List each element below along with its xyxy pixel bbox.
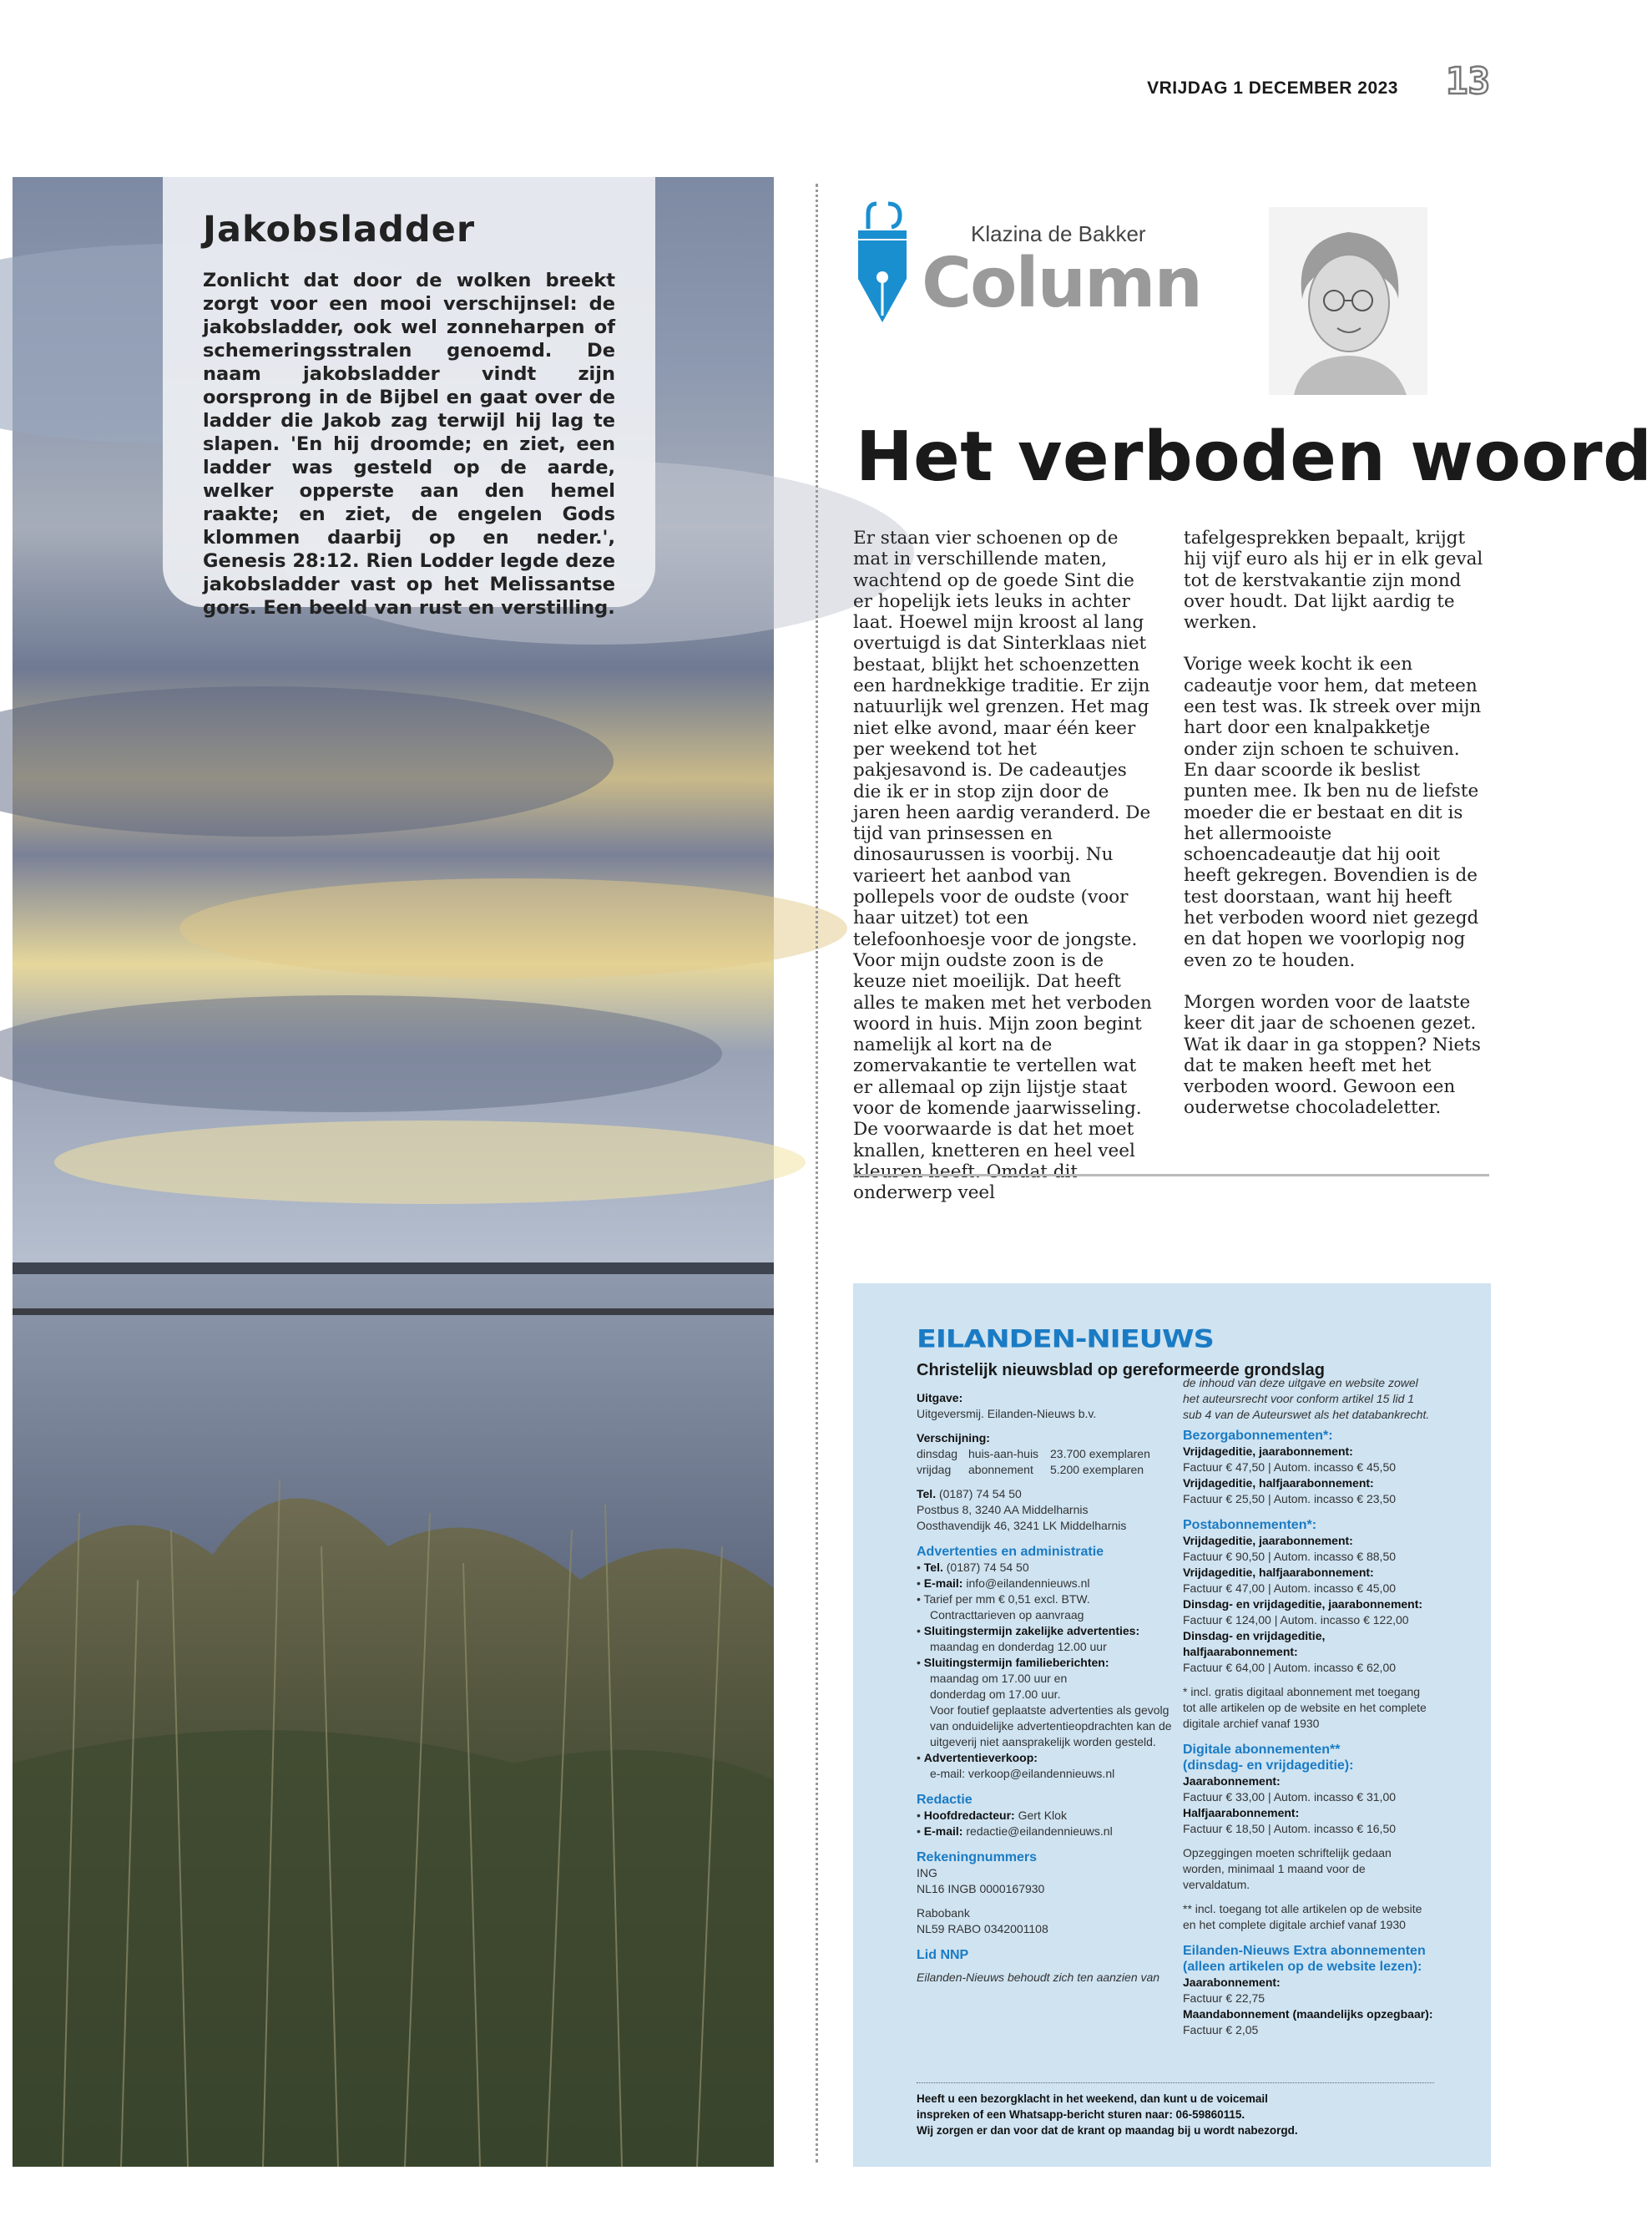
- nnp-heading: Lid NNP: [917, 1948, 969, 1962]
- post-3-label: Dinsdag- en vrijdageditie, jaarabonnement:: [1183, 1597, 1423, 1611]
- sluit-fam-2: donderdag om 17.00 uur.: [930, 1687, 1061, 1701]
- extra-2-label: Maandabonnement (maandelijks opzegbaar):: [1183, 2007, 1433, 2021]
- bez-1-value: Factuur € 47,50 | Autom. incasso € 45,50: [1183, 1460, 1397, 1474]
- verschijning-row: [917, 1462, 1184, 1478]
- complaint-line: Heeft u een bezorgklacht in het weekend, dan kunt u de voicemail: [917, 2092, 1268, 2105]
- horizontal-divider: [853, 1174, 1489, 1176]
- sluit-fam-label: Sluitingstermijn familieberichten:: [923, 1656, 1109, 1669]
- bez-1-label: Vrijdageditie, jaarabonnement:: [1183, 1444, 1353, 1458]
- info-box-title: Jakobsladder: [203, 209, 476, 250]
- complaint-line: Wij zorgen er dan voor dat de krant op maandag bij u wordt nabezorgd.: [917, 2124, 1298, 2137]
- verkoop-label: Advertentieverkoop:: [923, 1751, 1038, 1764]
- tarief: • Tarief per mm € 0,51 excl. BTW.: [917, 1591, 1184, 1607]
- ing-number: NL16 INGB 0000167930: [917, 1882, 1045, 1895]
- sluit-zak: maandag en donderdag 12.00 uur: [930, 1640, 1107, 1653]
- count: 23.700 exemplaren: [1050, 1447, 1150, 1460]
- adv-tel: (0187) 74 54 50: [946, 1561, 1029, 1574]
- jakobsladder-info-box: [163, 177, 655, 619]
- paragraph: Vorige week kocht ik een cadeautje voor hem, dat meteen een test was. Ik streek over mijn hart door een knalpakketje onder zijn schoen te schuiven. En daar scoorde ik beslist punten mee. Ik ben nu de liefste moeder die er bestaat en dit is het allermooiste schoencadeautje dat hij ooit heeft gekregen. Bovendien is de test doorstaan, want hij heeft het verboden woord niet gezegd en dat hopen we voorlopig nog even zo te houden.: [1184, 654, 1482, 971]
- contract: Contracttarieven op aanvraag: [930, 1608, 1084, 1621]
- post-4-label: Dinsdag- en vrijdageditie, halfjaarabonnement:: [1183, 1629, 1326, 1658]
- recht-1: Eilanden-Nieuws behoudt zich ten aanzien van: [917, 1971, 1160, 1984]
- colophon-box: [853, 1283, 1491, 2167]
- adv-tel-label: Tel.: [923, 1561, 943, 1574]
- verkoop: e-mail: verkoop@eilandennieuws.nl: [930, 1767, 1115, 1780]
- info-box-text: Zonlicht dat door de wolken breekt zorgt voor een mooi verschijnsel: de jakobsladder, ook wel zonneharpen of schemeringsstralen genoemd. De naam jakobsladder vindt zijn oorsprong in de Bijbel en gaat over de ladder die Jakob zag terwijl hij lag te slapen. 'En hij droomde; en ziet, een ladder was gesteld op de aarde, welker opperste aan den hemel raakte; en ziet, de engelen Gods klommen daarbij op en neder.', Genesis 28:12. Rien Lodder legde deze jakobsladder vast op het Melissantse gors. Een beeld van rust en verstilling.: [203, 270, 615, 619]
- colophon-right-column: [1183, 1376, 1433, 2038]
- address: Oosthavendijk 46, 3241 LK Middelharnis: [917, 1519, 1127, 1532]
- author-portrait: [1269, 207, 1427, 395]
- digital-heading-2: (dinsdag- en vrijdageditie):: [1183, 1758, 1354, 1773]
- sluit-zak-label: Sluitingstermijn zakelijke advertenties:: [923, 1624, 1140, 1637]
- issue-date: VRIJDAG 1 DECEMBER 2023: [1147, 78, 1398, 98]
- post-heading: Postabonnementen*:: [1183, 1518, 1317, 1532]
- post-2-value: Factuur € 47,00 | Autom. incasso € 45,00: [1183, 1581, 1397, 1595]
- extra-2-value: Factuur € 2,05: [1183, 2023, 1259, 2036]
- column-author: Klazina de Bakker: [971, 221, 1146, 246]
- rabo-number: NL59 RABO 0342001108: [917, 1922, 1048, 1935]
- fountain-pen-icon: [853, 199, 912, 324]
- verschijning-row: [917, 1446, 1184, 1462]
- uitgave-value: Uitgeversmij. Eilanden-Nieuws b.v.: [917, 1407, 1097, 1420]
- complaint-line: inspreken of een Whatsapp-bericht sturen naar: 06-59860115.: [917, 2108, 1245, 2121]
- adv-email[interactable]: info@eilandennieuws.nl: [966, 1576, 1090, 1590]
- tel-label: Tel.: [917, 1487, 937, 1500]
- opzeg-note: Opzeggingen moeten schriftelijk gedaan worden, minimaal 1 maand voor de vervaldatum.: [1183, 1846, 1392, 1891]
- extra-heading: Eilanden-Nieuws Extra abonnementen: [1183, 1944, 1426, 1958]
- paragraph: Er staan vier schoenen op de mat in verschillende maten, wachtend op de goede Sint die er hopelijk iets leuks in achter laat. Hoewel mijn kroost al lang overtuigd is dat Sinterklaas niet bestaat, blijkt het schoenzetten een hardnekkige traditie. Er zijn natuurlijk wel grenzen. Het mag niet elke avond, maar één keer per weekend tot het pakjesavond is. De cadeautjes die ik er in stop zijn door de jaren heen aardig veranderd. De tijd van prinsessen en dinosaurussen is voorbij. Nu varieert het aanbod van pollepels voor de oudste (voor haar uitzet) tot een telefoonhoesje voor de jongste. Voor mijn oudste zoon is de keuze niet moeilijk. Dat heeft alles te maken met het verboden woord in huis. Mijn zoon begint namelijk al kort na de zomervakantie te vertellen wat er allemaal op zijn lijstje staat voor de komende jaarwisseling. De voorwaarde is dat het moet knallen, knetteren en heel veel kleuren heeft. Omdat dit onderwerp veel: [853, 528, 1152, 1204]
- post-1-value: Factuur € 90,50 | Autom. incasso € 88,50: [1183, 1550, 1397, 1563]
- postbus: Postbus 8, 3240 AA Middelharnis: [917, 1503, 1089, 1516]
- column-label: Column: [922, 244, 1201, 323]
- day: dinsdag: [917, 1447, 958, 1460]
- column-text-left: [853, 528, 1154, 1225]
- dig-1-label: Jaarabonnement:: [1183, 1774, 1281, 1788]
- count: 5.200 exemplaren: [1050, 1463, 1144, 1476]
- vertical-divider: [816, 184, 818, 2163]
- complaint-note: [917, 2082, 1434, 2138]
- post-2-label: Vrijdageditie, halfjaarabonnement:: [1183, 1566, 1374, 1579]
- hoofdred: Gert Klok: [1018, 1809, 1067, 1822]
- dig-2-label: Halfjaarabonnement:: [1183, 1806, 1300, 1819]
- column-title: Het verboden woord: [856, 417, 1652, 497]
- paragraph: Morgen worden voor de laatste keer dit jaar de schoenen gezet. Wat ik daar in ga stoppen? Niets dat te maken heeft met het verboden woord. Gewoon een ouderwetse chocoladeletter.: [1184, 991, 1481, 1119]
- digital-heading: Digitale abonnementen**: [1183, 1743, 1341, 1757]
- page-number: 13: [1446, 60, 1490, 103]
- ing: ING: [917, 1866, 937, 1880]
- recht-2: de inhoud van deze uitgave en website zowel het auteursrecht voor conform artikel 15 lid 1 sub 4 van de Auteurswet als het databankrecht.: [1183, 1376, 1430, 1421]
- adv-email-label: E-mail:: [923, 1576, 963, 1590]
- colophon-left-column: [917, 1390, 1184, 1986]
- rabo: Rabobank: [917, 1906, 970, 1920]
- uitgave-heading: Uitgave:: [917, 1391, 963, 1404]
- day: vrijdag: [917, 1463, 952, 1476]
- red-email[interactable]: redactie@eilandennieuws.nl: [966, 1824, 1113, 1838]
- brand-logo: EILANDEN-NIEUWS: [917, 1325, 1214, 1353]
- incl-note: * incl. gratis digitaal abonnement met toegang tot alle artikelen op de website en het complete digitale archief vanaf 1930: [1183, 1685, 1427, 1730]
- rekening-heading: Rekeningnummers: [917, 1850, 1038, 1864]
- extra-1-value: Factuur € 22,75: [1183, 1991, 1266, 2005]
- post-4-value: Factuur € 64,00 | Autom. incasso € 62,00: [1183, 1661, 1397, 1674]
- dig-2-value: Factuur € 18,50 | Autom. incasso € 16,50: [1183, 1822, 1397, 1835]
- extra-heading-2: (alleen artikelen op de website lezen):: [1183, 1960, 1422, 1974]
- sluit-fam-1: maandag om 17.00 uur en: [930, 1672, 1068, 1685]
- hoofdred-label: Hoofdredacteur:: [923, 1809, 1015, 1822]
- bez-2-label: Vrijdageditie, halfjaarabonnement:: [1183, 1476, 1374, 1490]
- extra-1-label: Jaarabonnement:: [1183, 1976, 1281, 1989]
- post-3-value: Factuur € 124,00 | Autom. incasso € 122,00: [1183, 1613, 1409, 1627]
- tel-value: (0187) 74 54 50: [938, 1487, 1022, 1500]
- advertenties-heading: Advertenties en administratie: [917, 1545, 1104, 1559]
- dig-1-value: Factuur € 33,00 | Autom. incasso € 31,00: [1183, 1790, 1397, 1804]
- post-1-label: Vrijdageditie, jaarabonnement:: [1183, 1534, 1353, 1547]
- incl-note-2: ** incl. toegang tot alle artikelen op de website en het complete digitale archief vanaf 1930: [1183, 1902, 1422, 1931]
- bezorg-heading: Bezorgabonnementen*:: [1183, 1429, 1333, 1443]
- red-email-label: E-mail:: [923, 1824, 963, 1838]
- fout-note: Voor foutief geplaatste advertenties als gevolg van onduidelijke advertentieopdrachten kan de uitgeverij niet aansprakelijk worden gesteld.: [930, 1703, 1172, 1748]
- type: huis-aan-huis: [968, 1447, 1039, 1460]
- redactie-heading: Redactie: [917, 1793, 973, 1807]
- column-text-right: [1184, 528, 1484, 1140]
- verschijning-heading: Verschijning:: [917, 1431, 990, 1444]
- tagline: Christelijk nieuwsblad op gereformeerde grondslag: [917, 1361, 1325, 1379]
- bez-2-value: Factuur € 25,50 | Autom. incasso € 23,50: [1183, 1492, 1397, 1505]
- paragraph: tafelgesprekken bepaalt, krijgt hij vijf euro als hij er in elk geval tot de kerstvakantie zijn mond over houdt. Dat lijkt aardig te werken.: [1184, 528, 1483, 634]
- type: abonnement: [968, 1463, 1033, 1476]
